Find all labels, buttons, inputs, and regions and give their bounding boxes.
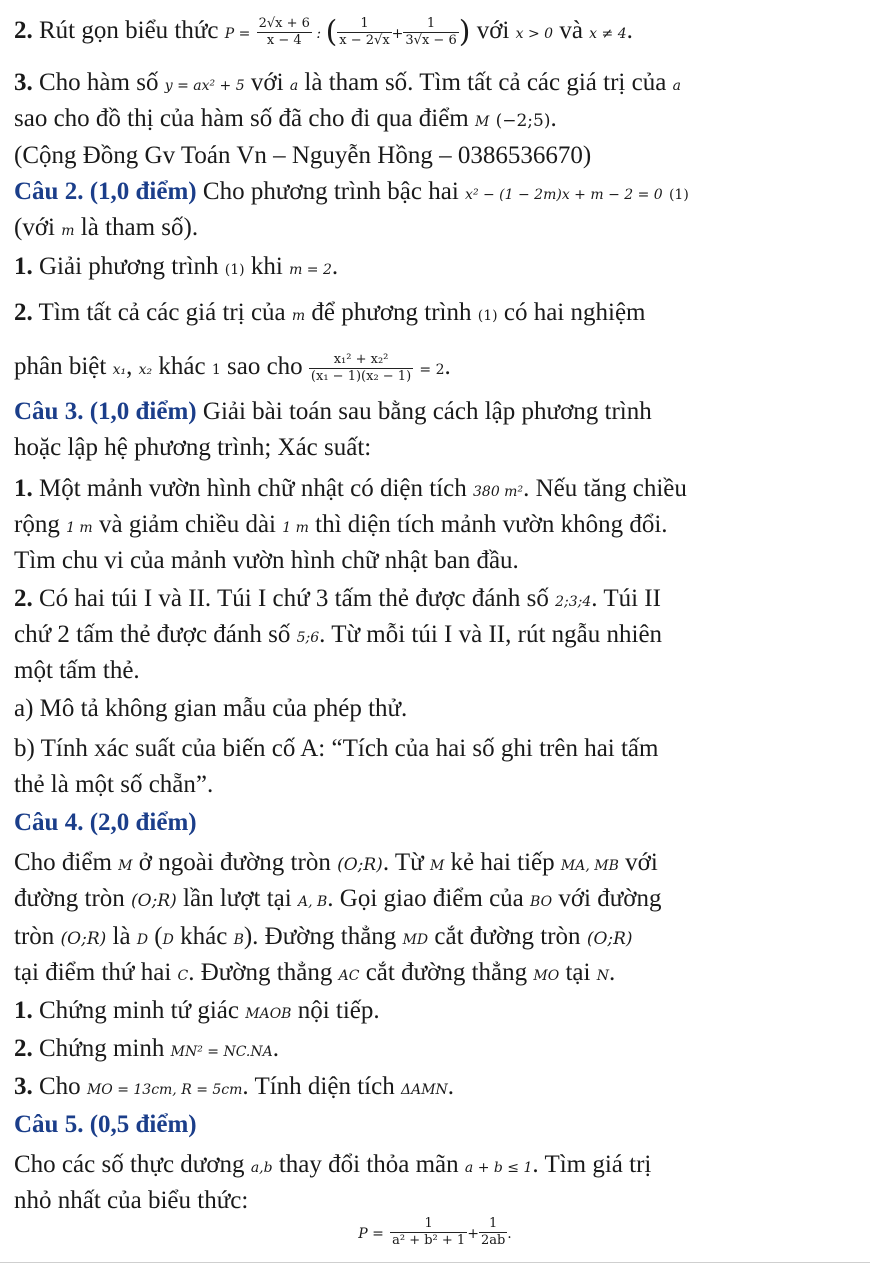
text-segment: đường tròn bbox=[14, 885, 132, 912]
cau-3-part-2-line-3 bbox=[14, 656, 858, 686]
question-heading: Câu 2. (1,0 điểm) bbox=[14, 178, 197, 205]
cau-4-line-1 bbox=[14, 848, 858, 881]
text-segment: là tham số). bbox=[74, 214, 199, 241]
denominator: x − 4 bbox=[266, 33, 302, 48]
text-segment: sao cho đồ thị của hàm số đã cho đi qua điểm bbox=[14, 105, 475, 132]
text-segment: . Nếu tăng chiều bbox=[523, 475, 687, 502]
text-segment: , bbox=[126, 353, 139, 381]
question-heading: Câu 5. (0,5 điểm) bbox=[14, 1111, 197, 1138]
numerator: x₁² + x₂² bbox=[309, 352, 413, 369]
math-expression: (O;R) bbox=[60, 929, 107, 949]
text-segment: Cho phương trình bậc hai bbox=[196, 178, 466, 205]
question-heading: Câu 4. (2,0 điểm) bbox=[14, 809, 197, 836]
text-segment: ở ngoài đường tròn bbox=[132, 849, 338, 876]
math-expression: (O;R) bbox=[586, 929, 633, 949]
text-segment: tại điểm thứ hai bbox=[14, 959, 178, 986]
text-segment: hoặc lập hệ phương trình; Xác suất: bbox=[14, 434, 372, 461]
cau-3-part-1-line-2 bbox=[14, 510, 858, 543]
text-segment: . Đường thẳng bbox=[188, 959, 339, 986]
cau-3-heading bbox=[14, 397, 858, 427]
text-segment: là bbox=[106, 923, 137, 950]
numerator: 2√x + 6 bbox=[258, 16, 310, 31]
text-segment: với đường bbox=[552, 885, 662, 912]
text-segment: một tấm thẻ. bbox=[14, 657, 140, 684]
fraction bbox=[257, 16, 312, 49]
text-segment: . bbox=[447, 1073, 455, 1100]
cau-4-line-4 bbox=[14, 958, 858, 991]
cau-3-part-2-line-2 bbox=[14, 620, 858, 653]
math-operator: : bbox=[311, 26, 326, 43]
denominator: (x₁ − 1)(x₂ − 1) bbox=[310, 369, 412, 384]
cau-4-part-3 bbox=[14, 1072, 858, 1105]
fraction bbox=[390, 1216, 467, 1249]
text-segment: lần lượt tại bbox=[176, 885, 298, 912]
text-segment: . bbox=[272, 1035, 279, 1062]
math-number: 1 bbox=[211, 362, 221, 379]
math-variable: m bbox=[61, 223, 75, 239]
math-expression: A, B bbox=[297, 894, 328, 910]
math-expression: P = bbox=[224, 26, 251, 43]
math-expression: ΔAMN bbox=[400, 1082, 448, 1098]
text-segment: khác bbox=[152, 353, 212, 381]
math-expression: MA, MB bbox=[560, 858, 619, 874]
math-variable: D bbox=[162, 932, 174, 948]
text-segment: với bbox=[476, 17, 516, 45]
cau-3-part-2b-continued bbox=[14, 770, 858, 800]
math-expression: MO = 13cm, R = 5cm bbox=[86, 1082, 243, 1098]
fraction bbox=[479, 1216, 507, 1249]
cau-3-part-2b bbox=[14, 734, 858, 764]
math-variable: D bbox=[136, 932, 149, 948]
equation-label: (1) bbox=[477, 308, 498, 324]
cau-5-heading bbox=[14, 1110, 858, 1140]
text-segment: Tìm tất cả các giá trị của bbox=[32, 299, 292, 326]
cau-5-line-2 bbox=[14, 1186, 858, 1216]
cau-5-line-1 bbox=[14, 1150, 858, 1183]
text-segment: Giải phương trình bbox=[32, 253, 225, 280]
fraction bbox=[309, 352, 413, 385]
math-expression: MN² = NC.NA bbox=[170, 1044, 273, 1060]
text-segment: Chứng minh bbox=[32, 1035, 171, 1062]
numerator: 1 bbox=[337, 16, 391, 33]
text-segment: . bbox=[608, 959, 616, 986]
text-segment: . Túi II bbox=[591, 585, 661, 612]
denominator: 3√x − 6 bbox=[405, 33, 457, 48]
text-segment: . Tính diện tích bbox=[242, 1073, 401, 1100]
cau-2-part-1 bbox=[14, 252, 858, 285]
cau-3-continued bbox=[14, 433, 858, 463]
math-expression: P = bbox=[358, 1226, 384, 1243]
text-segment: Tìm chu vi của mảnh vườn hình chữ nhật ban đầu. bbox=[14, 547, 519, 574]
text-segment: Một mảnh vườn hình chữ nhật có diện tích bbox=[32, 475, 473, 502]
text-segment: . bbox=[550, 105, 557, 132]
text-segment: khác bbox=[173, 923, 234, 950]
math-variable: M bbox=[429, 858, 445, 874]
item-3-continued bbox=[14, 104, 858, 137]
math-expression: x ≠ 4 bbox=[589, 26, 627, 43]
cau-2-part-2-continued bbox=[14, 352, 858, 385]
cau-2-continued bbox=[14, 213, 858, 246]
math-variable: B bbox=[233, 932, 244, 948]
math-expression: y = ax² + 5 bbox=[164, 78, 245, 94]
math-expression: 5;6 bbox=[296, 630, 320, 646]
item-2-rut-gon: 2. Rút gọn biểu thức P = $\frac{2√x + 6}{x - 4}$ : ( $\frac{1}{x - 2√x}$ + $\frac{1}{3√x - 6}$ ) với x > 0 và x ≠ 4. bbox=[14, 14, 633, 50]
item-number: 2. bbox=[14, 299, 33, 326]
math-expression: MD bbox=[402, 932, 429, 948]
fraction bbox=[403, 16, 458, 49]
cau-4-part-1 bbox=[14, 996, 858, 1029]
text-segment: với bbox=[618, 849, 658, 876]
text-segment: (với bbox=[14, 214, 62, 241]
text-segment: Chứng minh tứ giác bbox=[32, 997, 246, 1024]
text-segment: với bbox=[244, 69, 290, 96]
text-segment: . Từ mỗi túi I và II, rút ngẫu nhiên bbox=[319, 621, 663, 648]
text-segment: . bbox=[444, 353, 451, 381]
item-number: 3. bbox=[14, 1073, 33, 1100]
math-variable: M bbox=[118, 858, 133, 874]
math-variable: C bbox=[177, 968, 189, 984]
text-segment: b) Tính xác suất của biến cố A: “Tích của hai số ghi trên hai tấm bbox=[14, 735, 659, 762]
text-segment: . bbox=[507, 1226, 512, 1243]
math-expression: MO bbox=[533, 968, 560, 984]
text-segment: để phương trình bbox=[305, 299, 478, 326]
cau-4-line-2 bbox=[14, 884, 858, 917]
text-segment: cắt đường thẳng bbox=[359, 959, 534, 986]
text-segment: rộng bbox=[14, 511, 67, 538]
text-segment: khi bbox=[244, 253, 290, 280]
text-segment: nội tiếp. bbox=[291, 997, 380, 1024]
text-segment: . bbox=[331, 253, 339, 280]
text-segment: có hai nghiệm bbox=[497, 299, 646, 326]
denominator: 2ab bbox=[480, 1233, 506, 1248]
cau-3-part-2a bbox=[14, 694, 858, 724]
text-segment: . bbox=[626, 17, 633, 45]
cau-5-expression bbox=[0, 1216, 870, 1249]
math-expression: = 2 bbox=[419, 362, 445, 379]
math-expression: m = 2 bbox=[289, 262, 332, 278]
cau-3-part-2 bbox=[14, 584, 858, 617]
text-segment: và bbox=[553, 17, 590, 45]
text-segment: thay đổi thỏa mãn bbox=[272, 1151, 465, 1178]
fraction bbox=[337, 16, 391, 49]
math-operator: + bbox=[391, 26, 404, 43]
math-expression: BO bbox=[530, 894, 553, 910]
text-segment: sao cho bbox=[220, 353, 309, 381]
math-expression: 1 m bbox=[282, 520, 309, 536]
text-segment: nhỏ nhất của biểu thức: bbox=[14, 1187, 249, 1214]
item-3-ham-so bbox=[14, 68, 858, 101]
cau-3-part-1 bbox=[14, 474, 858, 507]
item-number: 2. bbox=[14, 585, 33, 612]
text-segment: Cho bbox=[32, 1073, 87, 1100]
numerator: 1 bbox=[403, 16, 458, 33]
text-segment: Giải bài toán sau bằng cách lập phương trình bbox=[196, 398, 652, 425]
numerator: 1 bbox=[479, 1216, 507, 1233]
cau-4-line-3 bbox=[14, 922, 858, 955]
math-expression: (O;R) bbox=[337, 855, 383, 875]
cau-2-heading bbox=[14, 177, 858, 210]
math-variable: x₂ bbox=[138, 362, 153, 379]
text-segment: Cho hàm số bbox=[32, 69, 165, 96]
text-segment: Cho điểm bbox=[14, 849, 119, 876]
equation-label: (1) bbox=[224, 262, 245, 278]
text-segment: tròn bbox=[14, 923, 61, 950]
math-variable: a bbox=[672, 78, 681, 94]
math-expression: a,b bbox=[250, 1160, 273, 1176]
page-bottom-divider bbox=[0, 1262, 870, 1263]
numerator: 1 bbox=[390, 1216, 467, 1233]
math-expression: 1 m bbox=[66, 520, 93, 536]
text-segment: là tham số. Tìm tất cả các giá trị của bbox=[298, 69, 673, 96]
equation-label: (1) bbox=[668, 187, 689, 203]
item-number: 2. bbox=[14, 17, 33, 45]
cau-4-heading bbox=[14, 808, 858, 838]
denominator: x − 2√x bbox=[339, 33, 390, 48]
math-expression: MAOB bbox=[245, 1006, 292, 1022]
cau-3-part-1-line-3 bbox=[14, 546, 858, 576]
math-variable: m bbox=[291, 308, 306, 324]
text-segment: Có hai túi I và II. Túi I chứ 3 tấm thẻ được đánh số bbox=[32, 585, 556, 612]
math-expression: 2;3;4 bbox=[555, 594, 592, 610]
math-expression: x² − (1 − 2m)x + m − 2 = 0 bbox=[465, 187, 663, 203]
cau-2-part-2 bbox=[14, 298, 858, 331]
math-expression: 380 m² bbox=[473, 484, 524, 500]
math-expression: a + b ≤ 1 bbox=[464, 1160, 533, 1176]
text-segment: kẻ hai tiếp bbox=[444, 849, 561, 876]
cau-4-part-2 bbox=[14, 1034, 858, 1067]
denominator: a² + b² + 1 bbox=[392, 1233, 466, 1248]
text-segment: và giảm chiều dài bbox=[92, 511, 283, 538]
text-segment: thì diện tích mảnh vườn không đổi. bbox=[308, 511, 668, 538]
math-expression: (−2;5) bbox=[495, 111, 551, 131]
question-heading: Câu 3. (1,0 điểm) bbox=[14, 398, 197, 425]
text-segment: Rút gọn biểu thức bbox=[32, 17, 225, 45]
text-segment: . Gọi giao điểm của bbox=[327, 885, 531, 912]
text-segment: Cho các số thực dương bbox=[14, 1151, 251, 1178]
math-variable: N bbox=[596, 968, 609, 984]
math-operator: + bbox=[467, 1226, 479, 1243]
text-segment: cắt đường tròn bbox=[428, 923, 587, 950]
math-expression: x > 0 bbox=[515, 26, 554, 43]
text-segment: phân biệt bbox=[14, 353, 113, 381]
math-variable: x₁ bbox=[112, 362, 127, 379]
item-number: 1. bbox=[14, 997, 33, 1024]
item-number: 3. bbox=[14, 69, 33, 96]
text-segment: chứ 2 tấm thẻ được đánh số bbox=[14, 621, 297, 648]
credit-line bbox=[14, 141, 858, 171]
math-variable: M bbox=[475, 114, 490, 130]
text-segment: . Tìm giá trị bbox=[532, 1151, 652, 1178]
text-segment: tại bbox=[559, 959, 597, 986]
item-number: 2. bbox=[14, 1035, 33, 1062]
math-variable: a bbox=[289, 78, 299, 94]
math-expression: AC bbox=[338, 968, 360, 984]
math-expression: (O;R) bbox=[131, 891, 177, 911]
text-segment: ( bbox=[148, 923, 163, 950]
item-number: 1. bbox=[14, 253, 33, 280]
text-segment: thẻ là một số chẵn”. bbox=[14, 771, 214, 798]
credit-text: (Cộng Đồng Gv Toán Vn – Nguyễn Hồng – 0386536670) bbox=[14, 142, 592, 169]
text-segment: a) Mô tả không gian mẫu của phép thử. bbox=[14, 695, 408, 722]
text-segment: ). Đường thẳng bbox=[243, 923, 403, 950]
text-segment: . Từ bbox=[382, 849, 430, 876]
item-number: 1. bbox=[14, 475, 33, 502]
